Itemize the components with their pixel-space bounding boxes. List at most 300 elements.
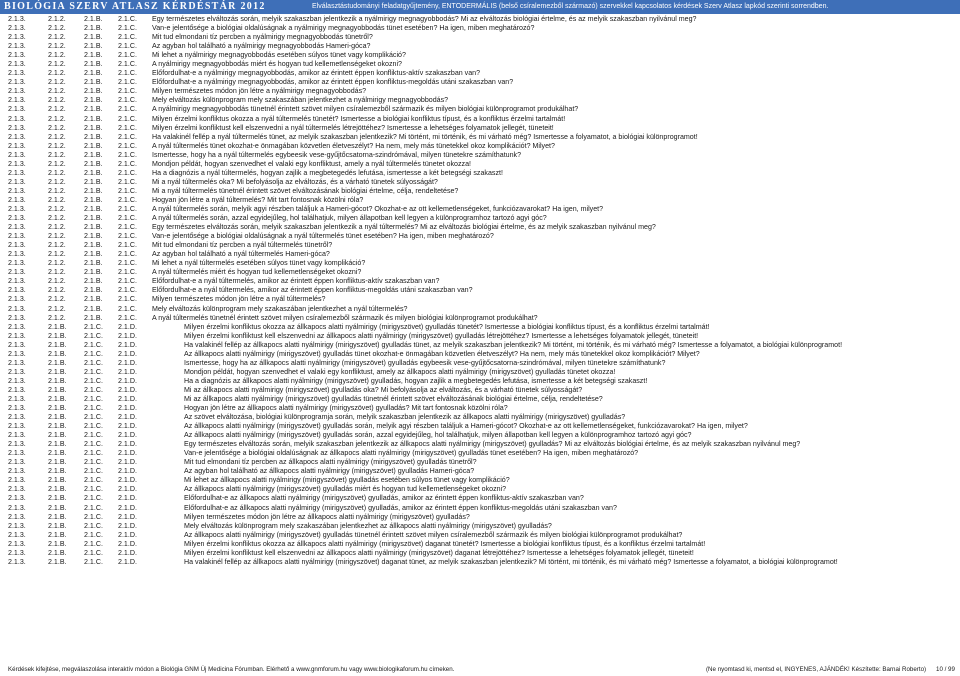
code-col-3: 2.1.C. [84, 485, 103, 494]
question-text: Mely elváltozás különprogram mely szakaszában jelentkezhet a nyálmirigy megnagyobbodás? [152, 96, 449, 105]
code-col-1: 2.1.3. [8, 521, 26, 530]
table-row [0, 96, 960, 105]
code-col-4: 2.1.C. [118, 277, 137, 286]
table-row [0, 142, 960, 151]
question-text: Van-e jelentősége a biológiai oldalúságnak az állkapocs alatti nyálmirigy (mirigyszövet) gyulladás tünet esetében? Ha igen, miben meghatározó? [184, 449, 639, 458]
table-row [0, 295, 960, 304]
code-col-1: 2.1.3. [8, 422, 26, 431]
code-col-1: 2.1.3. [8, 494, 26, 503]
code-col-4: 2.1.C. [118, 123, 137, 132]
code-col-3: 2.1.C. [84, 404, 103, 413]
code-col-4: 2.1.C. [118, 223, 137, 232]
code-col-1: 2.1.3. [8, 331, 26, 340]
code-col-3: 2.1.B. [84, 313, 103, 322]
code-col-3: 2.1.C. [84, 458, 103, 467]
code-col-3: 2.1.B. [84, 159, 103, 168]
code-col-4: 2.1.C. [118, 195, 137, 204]
table-row [0, 151, 960, 160]
question-text: A nyál túltermelés tünet okozhat-e önmagában közvetlen életveszélyt? Ha nem, mely más tünetekkel okoz komplikációt? Milyet? [152, 141, 555, 150]
question-text: Milyen érzelmi konfliktus okozza az állkapocs alatti nyálmirigy (mirigyszövet) daganat tünetét? Ismertesse a biológiai konfliktus típust, és a konfliktus érzelmi tartalmát! [184, 539, 706, 548]
code-col-1: 2.1.3. [8, 449, 26, 458]
code-col-1: 2.1.3. [8, 69, 26, 78]
code-col-3: 2.1.B. [84, 96, 103, 105]
table-row [0, 458, 960, 467]
code-col-3: 2.1.B. [84, 223, 103, 232]
code-col-1: 2.1.3. [8, 548, 26, 557]
table-row [0, 350, 960, 359]
code-col-4: 2.1.C. [118, 259, 137, 268]
question-text: Mi az állkapocs alatti nyálmirigy (mirigyszövet) gyulladás oka? Mi befolyásolja az elváltozás, és a várható tünetek súlyosságát? [184, 385, 583, 394]
table-row [0, 513, 960, 522]
question-text: Az állkapocs alatti nyálmirigy (mirigyszövet) gyulladás során, melyik agyi részben találjuk a Hameri-gócot? Okozhat-e az ott kellemetlenségeket, funkciózavarokat? Ha igen, milyet? [184, 422, 748, 431]
code-col-3: 2.1.C. [84, 340, 103, 349]
code-col-3: 2.1.B. [84, 250, 103, 259]
code-col-2: 2.1.2. [48, 195, 66, 204]
code-col-2: 2.1.2. [48, 159, 66, 168]
code-col-4: 2.1.D. [118, 376, 137, 385]
code-col-2: 2.1.2. [48, 60, 66, 69]
question-text: Egy természetes elváltozás során, melyik szakaszban jelentkezik az állkapocs alatti nyálmirigy (mirigyszövet) gyulladás? Mi az elváltozás biológiai értelme, és az melyik szakaszban nyilvánul meg? [184, 440, 801, 449]
code-col-4: 2.1.C. [118, 114, 137, 123]
table-row [0, 368, 960, 377]
question-text: Van-e jelentősége a biológiai oldalúságnak a nyál túltermelés tünet esetében? Ha igen, miben meghatározó? [152, 232, 494, 241]
code-col-1: 2.1.3. [8, 24, 26, 33]
code-col-2: 2.1.2. [48, 304, 66, 313]
code-col-2: 2.1.2. [48, 186, 66, 195]
question-text: Van-e jelentősége a biológiai oldalúságnak a nyálmirigy megnagyobbodás tünet esetében? Ha igen, miben meghatározó? [152, 24, 535, 33]
code-col-3: 2.1.B. [84, 114, 103, 123]
code-col-3: 2.1.B. [84, 78, 103, 87]
code-col-3: 2.1.B. [84, 69, 103, 78]
code-col-2: 2.1.B. [48, 422, 67, 431]
question-text: Milyen érzelmi konfliktus okozza a nyál túltermelés tünetét? Ismertesse a biológiai konfliktus típust, és a konfliktus érzelmi tartalmát! [152, 114, 566, 123]
code-col-1: 2.1.3. [8, 440, 26, 449]
code-col-2: 2.1.B. [48, 367, 67, 376]
table-row [0, 105, 960, 114]
code-col-2: 2.1.2. [48, 24, 66, 33]
table-row [0, 476, 960, 485]
code-col-2: 2.1.2. [48, 277, 66, 286]
code-col-2: 2.1.2. [48, 51, 66, 60]
table-row [0, 178, 960, 187]
code-col-2: 2.1.2. [48, 15, 66, 23]
question-text: Mi az állkapocs alatti nyálmirigy (mirigyszövet) gyulladás tünetnél érintett szövet elváltozásának biológiai értelme, célja, rendeltetése? [184, 394, 603, 403]
code-col-1: 2.1.3. [8, 177, 26, 186]
code-col-1: 2.1.3. [8, 376, 26, 385]
question-text: Az állkapocs alatti nyálmirigy (mirigyszövet) gyulladás tünetnél érintett szövet milyen csíralemezből származik és milyen biológiai különprogramot produkálhat? [184, 530, 683, 539]
code-col-4: 2.1.C. [118, 241, 137, 250]
code-col-4: 2.1.C. [118, 51, 137, 60]
table-row [0, 33, 960, 42]
table-row [0, 286, 960, 295]
code-col-4: 2.1.D. [118, 494, 137, 503]
code-col-2: 2.1.B. [48, 431, 67, 440]
code-col-3: 2.1.C. [84, 530, 103, 539]
code-col-1: 2.1.3. [8, 404, 26, 413]
code-col-3: 2.1.C. [84, 503, 103, 512]
code-col-4: 2.1.C. [118, 159, 137, 168]
code-col-1: 2.1.3. [8, 349, 26, 358]
code-col-4: 2.1.C. [118, 105, 137, 114]
code-col-4: 2.1.D. [118, 458, 137, 467]
code-col-4: 2.1.C. [118, 150, 137, 159]
code-col-2: 2.1.B. [48, 440, 67, 449]
code-col-2: 2.1.B. [48, 485, 67, 494]
code-col-4: 2.1.C. [118, 250, 137, 259]
code-col-3: 2.1.B. [84, 277, 103, 286]
code-col-3: 2.1.B. [84, 304, 103, 313]
code-col-1: 2.1.3. [8, 539, 26, 548]
code-col-4: 2.1.D. [118, 539, 137, 548]
page-number: 10 / 99 [936, 666, 955, 673]
table-row [0, 558, 960, 567]
code-col-3: 2.1.C. [84, 349, 103, 358]
code-col-2: 2.1.2. [48, 33, 66, 42]
code-col-4: 2.1.C. [118, 214, 137, 223]
table-row [0, 87, 960, 96]
code-col-1: 2.1.3. [8, 15, 26, 23]
code-col-1: 2.1.3. [8, 277, 26, 286]
code-col-2: 2.1.2. [48, 123, 66, 132]
table-row [0, 504, 960, 513]
code-col-4: 2.1.C. [118, 78, 137, 87]
code-col-3: 2.1.C. [84, 440, 103, 449]
question-text: Előfordulhat-e a nyálmirigy megnagyobbodás, amikor az érintett éppen konfliktus-megoldás utáni szakaszban van? [152, 78, 514, 87]
code-col-1: 2.1.3. [8, 241, 26, 250]
question-text: Milyen érzelmi konfliktust kell elszenvedni a nyál túltermelés létrejöttéhez? Ismertesse a lehetséges folyamatok jellegét, tüneteit! [152, 123, 554, 132]
code-col-3: 2.1.B. [84, 204, 103, 213]
code-col-2: 2.1.2. [48, 168, 66, 177]
table-row [0, 314, 960, 323]
code-col-3: 2.1.C. [84, 413, 103, 422]
table-row [0, 305, 960, 314]
code-col-4: 2.1.D. [118, 449, 137, 458]
table-row [0, 467, 960, 476]
code-col-2: 2.1.B. [48, 358, 67, 367]
code-col-2: 2.1.B. [48, 494, 67, 503]
table-row [0, 268, 960, 277]
table-row [0, 540, 960, 549]
question-text: Mi lehet a nyálmirigy megnagyobbodás esetében súlyos tünet vagy komplikáció? [152, 51, 406, 60]
code-col-3: 2.1.B. [84, 42, 103, 51]
table-row [0, 214, 960, 223]
table-row [0, 485, 960, 494]
code-col-3: 2.1.C. [84, 358, 103, 367]
question-text: Mondjon példát, hogyan szenvedhet el valaki egy konfliktust, amely az állkapocs alatti nyálmirigy (mirigyszövet) gyulladás tünetet okozza! [184, 367, 616, 376]
code-col-4: 2.1.D. [118, 331, 137, 340]
footer-credit: (Ne nyomtasd ki, mentsd el, INGYENES, AJÁNDÉK! Készítette: Barnai Roberto) [706, 666, 927, 673]
code-col-2: 2.1.B. [48, 548, 67, 557]
question-text: Milyen természetes módon jön létre a nyálmirigy megnagyobbodás? [152, 87, 367, 96]
table-row [0, 404, 960, 413]
code-col-2: 2.1.2. [48, 214, 66, 223]
code-col-3: 2.1.B. [84, 295, 103, 304]
code-col-3: 2.1.B. [84, 241, 103, 250]
code-col-3: 2.1.B. [84, 24, 103, 33]
question-text: Milyen természetes módon jön létre a nyál túltermelés? [152, 295, 326, 304]
code-col-1: 2.1.3. [8, 186, 26, 195]
table-row [0, 494, 960, 503]
code-col-2: 2.1.B. [48, 521, 67, 530]
code-col-1: 2.1.3. [8, 33, 26, 42]
question-text: Az állkapocs alatti nyálmirigy (mirigyszövet) gyulladás során, azzal egyidejűleg, hol találhatjuk, milyen állapotban kell legyen a különprogramhoz tartozó agyi góc? [184, 431, 692, 440]
table-row [0, 341, 960, 350]
code-col-1: 2.1.3. [8, 385, 26, 394]
code-col-1: 2.1.3. [8, 195, 26, 204]
question-text: Egy természetes elváltozás során, melyik szakaszban jelentkezik a nyálmirigy megnagyobbodás? Mi az elváltozás biológiai értelme, és az melyik szakaszban nyilvánul meg? [152, 15, 697, 23]
code-col-4: 2.1.C. [118, 186, 137, 195]
code-col-3: 2.1.B. [84, 60, 103, 69]
table-row [0, 60, 960, 69]
code-col-1: 2.1.3. [8, 204, 26, 213]
code-col-3: 2.1.C. [84, 494, 103, 503]
question-text: Mondjon példát, hogyan szenvedhet el valaki egy konfliktust, amely a nyál túltermelés tünetet okozza! [152, 159, 472, 168]
code-col-4: 2.1.C. [118, 232, 137, 241]
code-col-1: 2.1.3. [8, 214, 26, 223]
table-row [0, 133, 960, 142]
code-col-1: 2.1.3. [8, 96, 26, 105]
table-row [0, 440, 960, 449]
code-col-1: 2.1.3. [8, 87, 26, 96]
table-row [0, 15, 960, 24]
code-col-1: 2.1.3. [8, 304, 26, 313]
code-col-1: 2.1.3. [8, 313, 26, 322]
code-col-3: 2.1.C. [84, 521, 103, 530]
code-col-4: 2.1.D. [118, 530, 137, 539]
table-row [0, 277, 960, 286]
table-row [0, 69, 960, 78]
question-text: Az agyban hol található a nyál túltermelés Hameri-góca? [152, 250, 330, 259]
code-col-4: 2.1.D. [118, 557, 137, 566]
code-col-2: 2.1.B. [48, 539, 67, 548]
code-col-4: 2.1.C. [118, 60, 137, 69]
code-col-4: 2.1.D. [118, 521, 137, 530]
code-col-1: 2.1.3. [8, 250, 26, 259]
code-col-2: 2.1.B. [48, 512, 67, 521]
question-text: Ha valakinél fellép a nyál túltermelés tünet, az melyik szakaszban jelentkezik? Mi történt, mi történik, és mi várható még? Ismertesse a folyamatot, a biológiai különprogramot! [152, 132, 698, 141]
code-col-3: 2.1.C. [84, 422, 103, 431]
question-text: A nyál túltermelés miért és hogyan tud kellemetlenségeket okozni? [152, 268, 362, 277]
code-col-3: 2.1.C. [84, 322, 103, 331]
code-col-4: 2.1.C. [118, 268, 137, 277]
question-text: Az állkapocs alatti nyálmirigy (mirigyszövet) gyulladás tünet okozhat-e önmagában közvetlen életveszélyt? Ha nem, mely más tünetekkel okoz komplikációt? Milyet? [184, 349, 700, 358]
question-text: Ismertesse, hogy ha az állkapocs alatti nyálmirigy (mirigyszövet) gyulladás egybeesik vese-gyűjtőcsatorna-szindrómával, milyen tünetekre számíthatunk? [184, 358, 666, 367]
code-col-3: 2.1.C. [84, 512, 103, 521]
code-col-2: 2.1.2. [48, 96, 66, 105]
code-col-1: 2.1.3. [8, 485, 26, 494]
code-col-1: 2.1.3. [8, 458, 26, 467]
code-col-2: 2.1.B. [48, 349, 67, 358]
table-row [0, 241, 960, 250]
table-row [0, 431, 960, 440]
code-col-4: 2.1.D. [118, 512, 137, 521]
code-col-2: 2.1.B. [48, 458, 67, 467]
code-col-4: 2.1.C. [118, 168, 137, 177]
brand-title: BIOLÓGIA SZERV ATLASZ KÉRDÉSTÁR 2012 [4, 1, 266, 12]
code-col-4: 2.1.C. [118, 204, 137, 213]
code-col-1: 2.1.3. [8, 503, 26, 512]
code-col-4: 2.1.C. [118, 24, 137, 33]
code-col-1: 2.1.3. [8, 150, 26, 159]
code-col-2: 2.1.2. [48, 313, 66, 322]
code-col-2: 2.1.2. [48, 132, 66, 141]
code-col-1: 2.1.3. [8, 413, 26, 422]
question-text: A nyálmirigy megnagyobbodás miért és hogyan tud kellemetlenségeket okozni? [152, 60, 403, 69]
code-col-1: 2.1.3. [8, 60, 26, 69]
code-col-3: 2.1.C. [84, 539, 103, 548]
question-text: Előfordulhat-e a nyálmirigy megnagyobbodás, amikor az érintett éppen konfliktus-aktív szakaszban van? [152, 69, 481, 78]
code-col-1: 2.1.3. [8, 394, 26, 403]
code-col-3: 2.1.C. [84, 367, 103, 376]
table-row [0, 42, 960, 51]
code-col-2: 2.1.2. [48, 69, 66, 78]
code-col-3: 2.1.C. [84, 476, 103, 485]
table-row [0, 531, 960, 540]
question-text: Mely elváltozás különprogram mely szakaszában jelentkezhet a nyál túltermelés? [152, 304, 408, 313]
question-text: Milyen érzelmi konfliktust kell elszenvedni az állkapocs alatti nyálmirigy (mirigyszövet) gyulladás létrejöttéhez? Ismertesse a lehetséges folyamatok jellegét, tüneteit! [184, 331, 699, 340]
code-col-2: 2.1.B. [48, 467, 67, 476]
code-col-3: 2.1.B. [84, 177, 103, 186]
code-col-4: 2.1.D. [118, 413, 137, 422]
code-col-4: 2.1.C. [118, 304, 137, 313]
code-col-4: 2.1.D. [118, 349, 137, 358]
question-text: Hogyan jön létre az állkapocs alatti nyálmirigy (mirigyszövet) gyulladás? Mit tart fontosnak közölni róla? [184, 404, 508, 413]
code-col-4: 2.1.C. [118, 33, 137, 42]
question-text: Az agyban hol található a nyálmirigy megnagyobbodás Hameri-góca? [152, 42, 371, 51]
code-col-1: 2.1.3. [8, 51, 26, 60]
code-col-3: 2.1.B. [84, 268, 103, 277]
code-col-2: 2.1.2. [48, 87, 66, 96]
code-col-2: 2.1.B. [48, 449, 67, 458]
question-text: Előfordulhat-e a nyál túltermelés, amikor az érintett éppen konfliktus-aktív szakaszban van? [152, 277, 440, 286]
table-row [0, 115, 960, 124]
table-row [0, 160, 960, 169]
question-text: Ha valakinél fellép az állkapocs alatti nyálmirigy (mirigyszövet) daganat tünet, az melyik szakaszban jelentkezik? Mi történt, mi történik, és mi várható még? Ismertesse a folyamatot, a biológiai különprogramot! [184, 557, 838, 566]
code-col-2: 2.1.2. [48, 42, 66, 51]
code-col-3: 2.1.C. [84, 394, 103, 403]
table-row [0, 250, 960, 259]
code-col-1: 2.1.3. [8, 123, 26, 132]
code-col-3: 2.1.C. [84, 548, 103, 557]
question-text: Ha valakinél fellép az állkapocs alatti nyálmirigy (mirigyszövet) gyulladás tünet, az melyik szakaszban jelentkezik? Mi történt, mi történik, és mi várható még? Ismertesse a folyamatot, a biológiai különprogramot! [184, 340, 843, 349]
code-col-3: 2.1.B. [84, 214, 103, 223]
code-col-4: 2.1.D. [118, 340, 137, 349]
code-col-2: 2.1.B. [48, 404, 67, 413]
question-text: A nyál túltermelés során, melyik agyi részben találjuk a Hameri-gócot? Okozhat-e az ott kellemetlenségeket, funkciózavarokat? Ha igen, milyet? [152, 204, 604, 213]
code-col-3: 2.1.B. [84, 232, 103, 241]
code-col-1: 2.1.3. [8, 295, 26, 304]
code-col-4: 2.1.C. [118, 96, 137, 105]
code-col-4: 2.1.C. [118, 69, 137, 78]
question-text: Ha a diagnózis az állkapocs alatti nyálmirigy (mirigyszövet) gyulladás, hogyan zajlik a megbetegedés lefutása, ismertesse a két betegségi szakaszt! [184, 376, 648, 385]
table-row [0, 386, 960, 395]
code-col-2: 2.1.2. [48, 232, 66, 241]
header-description: Elválasztástudományi feladatgyűjtemény, ENTODERMÁLIS (belső csíralemezből származó) szervekkel kapcsolatos kérdések Szerv Atlasz lapkód szerinti sorrendben. [312, 3, 829, 10]
question-text: Az állkapocs alatti nyálmirigy (mirigyszövet) gyulladás miért és hogyan tud kellemetlenségeket okozni? [184, 485, 507, 494]
code-col-3: 2.1.C. [84, 557, 103, 566]
code-col-2: 2.1.B. [48, 413, 67, 422]
code-col-4: 2.1.D. [118, 385, 137, 394]
table-row [0, 232, 960, 241]
code-col-2: 2.1.B. [48, 557, 67, 566]
code-col-2: 2.1.2. [48, 223, 66, 232]
page-footer [0, 663, 960, 676]
code-col-1: 2.1.3. [8, 367, 26, 376]
code-col-2: 2.1.2. [48, 268, 66, 277]
code-col-2: 2.1.B. [48, 394, 67, 403]
code-col-2: 2.1.B. [48, 476, 67, 485]
page-header [0, 0, 960, 14]
footer-forum-note: Kérdések kifejtése, megválaszolása interaktív módon a Biológia GNM Új Medicina Fórumban. Elérhető a www.gnmforum.hu vagy www.biologikaforum.hu címeken. [8, 666, 455, 673]
code-col-3: 2.1.B. [84, 51, 103, 60]
code-col-4: 2.1.C. [118, 132, 137, 141]
code-col-1: 2.1.3. [8, 159, 26, 168]
question-text: Milyen érzelmi konfliktus okozza az állkapocs alatti nyálmirigy (mirigyszövet) gyulladás tünetét? Ismertesse a biológiai konfliktus típust, és a konfliktus érzelmi tartalmát! [184, 322, 710, 331]
code-col-4: 2.1.D. [118, 404, 137, 413]
code-col-3: 2.1.C. [84, 449, 103, 458]
table-row [0, 449, 960, 458]
question-text: Mi lehet az állkapocs alatti nyálmirigy (mirigyszövet) gyulladás esetében súlyos tünet vagy komplikáció? [184, 476, 510, 485]
code-col-4: 2.1.D. [118, 394, 137, 403]
table-row [0, 549, 960, 558]
code-col-3: 2.1.B. [84, 150, 103, 159]
code-col-4: 2.1.C. [118, 42, 137, 51]
code-col-4: 2.1.D. [118, 440, 137, 449]
question-table [0, 15, 960, 567]
code-col-2: 2.1.2. [48, 78, 66, 87]
code-col-1: 2.1.3. [8, 268, 26, 277]
question-text: Hogyan jön létre a nyál túltermelés? Mit tart fontosnak közölni róla? [152, 195, 364, 204]
table-row [0, 377, 960, 386]
code-col-4: 2.1.D. [118, 476, 137, 485]
question-text: Előfordulhat-e az állkapocs alatti nyálmirigy (mirigyszövet) gyulladás, amikor az érintett éppen konfliktus-aktív szakaszban van? [184, 494, 584, 503]
code-col-1: 2.1.3. [8, 322, 26, 331]
code-col-1: 2.1.3. [8, 286, 26, 295]
code-col-3: 2.1.B. [84, 141, 103, 150]
code-col-3: 2.1.C. [84, 376, 103, 385]
code-col-1: 2.1.3. [8, 141, 26, 150]
question-text: Mi a nyál túltermelés oka? Mi befolyásolja az elváltozás, és a várható tünetek súlyosságát? [152, 177, 438, 186]
code-col-2: 2.1.2. [48, 141, 66, 150]
code-col-2: 2.1.B. [48, 503, 67, 512]
question-text: Ha a diagnózis a nyál túltermelés, hogyan zajlik a megbetegedés lefutása, ismertesse a két betegségi szakaszt! [152, 168, 503, 177]
table-row [0, 413, 960, 422]
code-col-3: 2.1.C. [84, 431, 103, 440]
code-col-4: 2.1.C. [118, 295, 137, 304]
table-row [0, 223, 960, 232]
code-col-2: 2.1.B. [48, 340, 67, 349]
table-row [0, 323, 960, 332]
code-col-1: 2.1.3. [8, 42, 26, 51]
code-col-3: 2.1.B. [84, 123, 103, 132]
code-col-3: 2.1.B. [84, 259, 103, 268]
question-text: Mit tud elmondani tíz percben a nyál túltermelés tünetről? [152, 241, 333, 250]
code-col-2: 2.1.2. [48, 286, 66, 295]
table-row [0, 422, 960, 431]
table-row [0, 187, 960, 196]
table-row [0, 522, 960, 531]
question-text: Mi a nyál túltermelés tünetnél érintett szövet elváltozásának biológiai értelme, célja, rendeltetése? [152, 186, 459, 195]
code-col-4: 2.1.C. [118, 141, 137, 150]
table-row [0, 332, 960, 341]
code-col-2: 2.1.B. [48, 385, 67, 394]
code-col-4: 2.1.D. [118, 367, 137, 376]
code-col-1: 2.1.3. [8, 114, 26, 123]
code-col-2: 2.1.B. [48, 322, 67, 331]
question-text: A nyál túltermelés során, azzal egyidejűleg, hol találhatjuk, milyen állapotban kell legyen a különprogramhoz tartozó agyi góc? [152, 214, 547, 223]
question-text: Előfordulhat-e a nyál túltermelés, amikor az érintett éppen konfliktus-megoldás utáni szakaszban van? [152, 286, 473, 295]
code-col-3: 2.1.B. [84, 132, 103, 141]
